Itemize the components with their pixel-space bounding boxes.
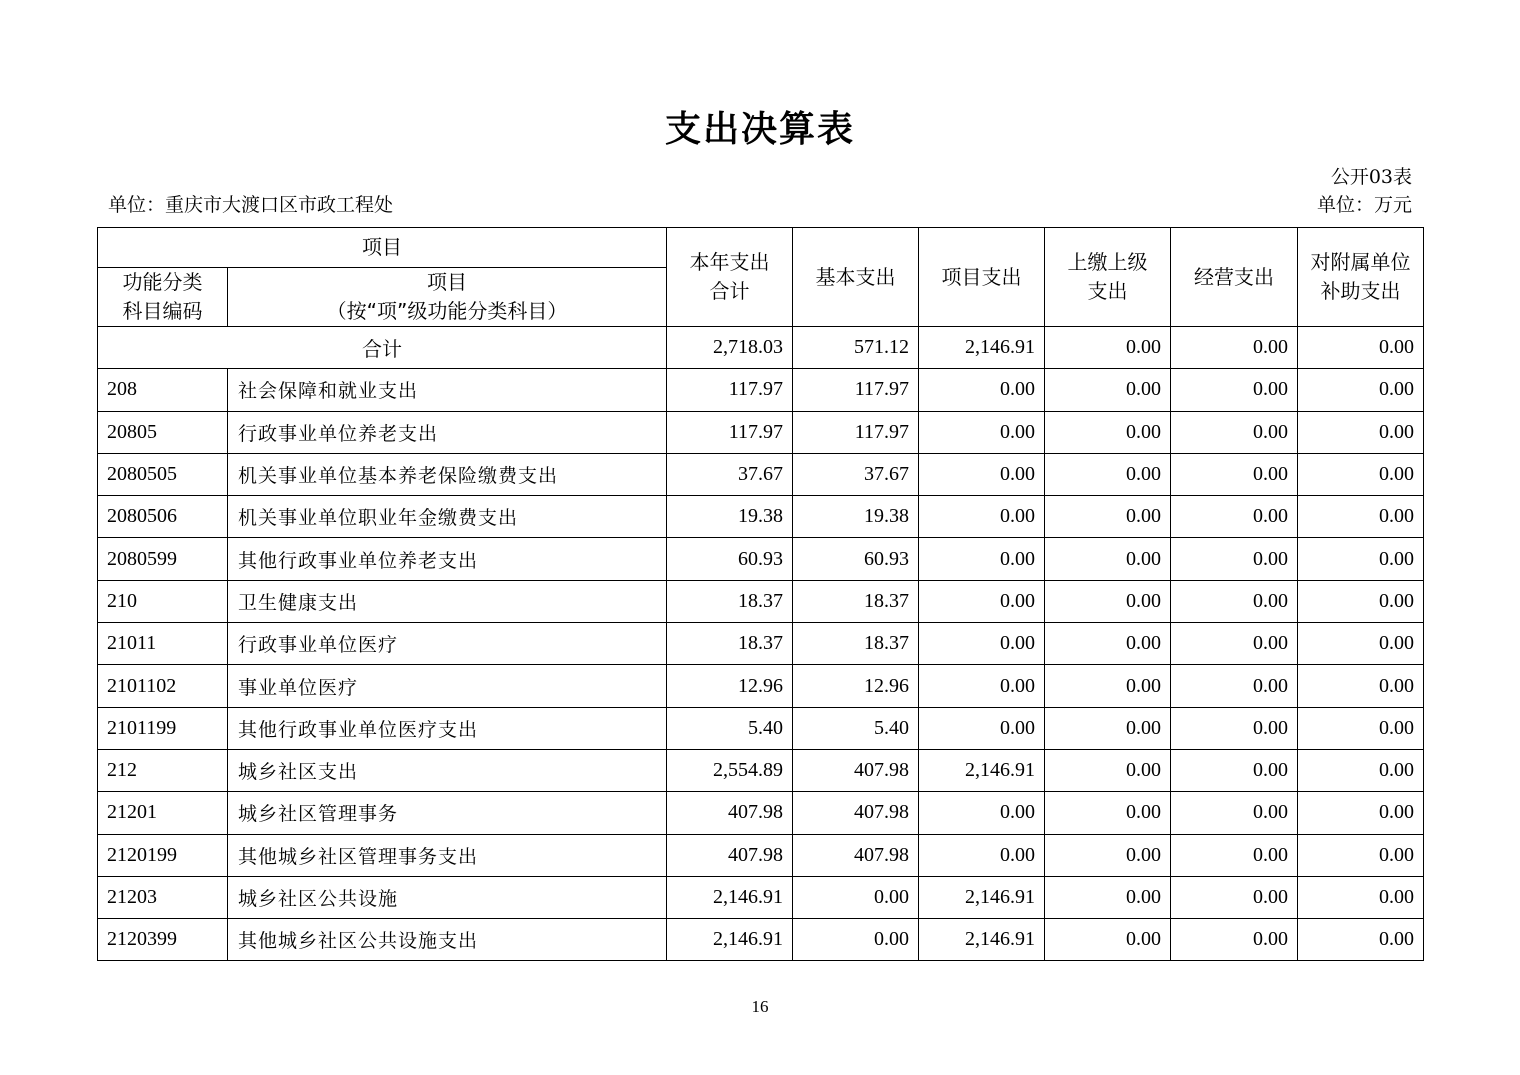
row-basic: 0.00 bbox=[793, 876, 919, 918]
table-code: 公开03表 bbox=[1330, 166, 1412, 188]
row-name: 行政事业单位养老支出 bbox=[228, 411, 667, 453]
header-func-code-line2: 科目编码 bbox=[122, 299, 203, 323]
row-name: 事业单位医疗 bbox=[228, 665, 667, 707]
row-basic: 18.37 bbox=[793, 580, 919, 622]
row-code: 210 bbox=[98, 580, 228, 622]
row-code: 2101199 bbox=[98, 707, 228, 749]
row-basic: 18.37 bbox=[793, 623, 919, 665]
header-item-line2: （按“项”级功能分类科目） bbox=[326, 299, 568, 323]
row-project: 0.00 bbox=[919, 538, 1045, 580]
row-upper: 0.00 bbox=[1045, 623, 1171, 665]
row-total: 18.37 bbox=[667, 580, 793, 622]
header-total-line1: 本年支出 bbox=[689, 250, 770, 274]
row-project: 0.00 bbox=[919, 665, 1045, 707]
row-basic: 60.93 bbox=[793, 538, 919, 580]
row-subsidy: 0.00 bbox=[1298, 749, 1424, 791]
table-row bbox=[98, 623, 1424, 665]
row-total: 12.96 bbox=[667, 665, 793, 707]
row-basic: 12.96 bbox=[793, 665, 919, 707]
header-func-code-line1: 功能分类 bbox=[122, 270, 203, 294]
row-code: 208 bbox=[98, 369, 228, 411]
row-basic: 117.97 bbox=[793, 369, 919, 411]
row-name: 社会保障和就业支出 bbox=[228, 369, 667, 411]
row-name: 其他行政事业单位养老支出 bbox=[228, 538, 667, 580]
header-upper-line1: 上缴上级 bbox=[1067, 250, 1148, 274]
row-project: 0.00 bbox=[919, 496, 1045, 538]
row-subsidy: 0.00 bbox=[1298, 919, 1424, 961]
row-total: 19.38 bbox=[667, 496, 793, 538]
row-code: 2120399 bbox=[98, 919, 228, 961]
row-upper: 0.00 bbox=[1045, 749, 1171, 791]
row-business: 0.00 bbox=[1171, 749, 1298, 791]
expenditure-table bbox=[97, 227, 1424, 961]
total-label: 合计 bbox=[98, 327, 667, 369]
row-project: 0.00 bbox=[919, 411, 1045, 453]
row-business: 0.00 bbox=[1171, 538, 1298, 580]
row-upper: 0.00 bbox=[1045, 453, 1171, 495]
header-subsidy-line1: 对附属单位 bbox=[1310, 250, 1411, 274]
row-upper: 0.00 bbox=[1045, 792, 1171, 834]
unit-currency: 单位：万元 bbox=[1316, 194, 1412, 216]
header-project-expense: 项目支出 bbox=[919, 228, 1045, 327]
row-basic: 117.97 bbox=[793, 411, 919, 453]
total-project: 2,146.91 bbox=[919, 327, 1045, 369]
row-basic: 407.98 bbox=[793, 749, 919, 791]
row-upper: 0.00 bbox=[1045, 876, 1171, 918]
row-code: 2080599 bbox=[98, 538, 228, 580]
row-basic: 407.98 bbox=[793, 792, 919, 834]
header-upper bbox=[1045, 228, 1171, 327]
table-row bbox=[98, 538, 1424, 580]
row-total: 37.67 bbox=[667, 453, 793, 495]
table-row bbox=[98, 707, 1424, 749]
row-total: 5.40 bbox=[667, 707, 793, 749]
row-subsidy: 0.00 bbox=[1298, 496, 1424, 538]
row-business: 0.00 bbox=[1171, 496, 1298, 538]
row-code: 21201 bbox=[98, 792, 228, 834]
row-name: 城乡社区支出 bbox=[228, 749, 667, 791]
row-subsidy: 0.00 bbox=[1298, 707, 1424, 749]
row-code: 2120199 bbox=[98, 834, 228, 876]
row-total: 117.97 bbox=[667, 411, 793, 453]
header-row-top bbox=[98, 228, 1424, 268]
row-code: 21203 bbox=[98, 876, 228, 918]
table-row bbox=[98, 792, 1424, 834]
row-project: 2,146.91 bbox=[919, 749, 1045, 791]
row-total: 407.98 bbox=[667, 792, 793, 834]
row-upper: 0.00 bbox=[1045, 411, 1171, 453]
header-item bbox=[228, 268, 667, 327]
row-business: 0.00 bbox=[1171, 919, 1298, 961]
total-total: 2,718.03 bbox=[667, 327, 793, 369]
total-business: 0.00 bbox=[1171, 327, 1298, 369]
row-name: 机关事业单位基本养老保险缴费支出 bbox=[228, 453, 667, 495]
row-project: 0.00 bbox=[919, 369, 1045, 411]
table-row bbox=[98, 834, 1424, 876]
row-subsidy: 0.00 bbox=[1298, 538, 1424, 580]
table-row bbox=[98, 369, 1424, 411]
row-project: 0.00 bbox=[919, 453, 1045, 495]
row-business: 0.00 bbox=[1171, 665, 1298, 707]
row-upper: 0.00 bbox=[1045, 707, 1171, 749]
total-row bbox=[98, 327, 1424, 369]
table-row bbox=[98, 919, 1424, 961]
table-row bbox=[98, 453, 1424, 495]
header-business: 经营支出 bbox=[1171, 228, 1298, 327]
table-row bbox=[98, 580, 1424, 622]
row-subsidy: 0.00 bbox=[1298, 369, 1424, 411]
total-upper: 0.00 bbox=[1045, 327, 1171, 369]
row-basic: 407.98 bbox=[793, 834, 919, 876]
row-basic: 37.67 bbox=[793, 453, 919, 495]
row-code: 2101102 bbox=[98, 665, 228, 707]
table-row bbox=[98, 665, 1424, 707]
header-upper-line2: 支出 bbox=[1087, 279, 1128, 303]
row-upper: 0.00 bbox=[1045, 834, 1171, 876]
row-name: 城乡社区公共设施 bbox=[228, 876, 667, 918]
row-code: 20805 bbox=[98, 411, 228, 453]
row-subsidy: 0.00 bbox=[1298, 665, 1424, 707]
table-row bbox=[98, 749, 1424, 791]
row-total: 60.93 bbox=[667, 538, 793, 580]
row-total: 407.98 bbox=[667, 834, 793, 876]
row-project: 0.00 bbox=[919, 707, 1045, 749]
row-name: 其他城乡社区公共设施支出 bbox=[228, 919, 667, 961]
row-code: 212 bbox=[98, 749, 228, 791]
page-number: 16 bbox=[751, 997, 769, 1016]
row-business: 0.00 bbox=[1171, 876, 1298, 918]
row-name: 卫生健康支出 bbox=[228, 580, 667, 622]
row-business: 0.00 bbox=[1171, 580, 1298, 622]
table-row bbox=[98, 876, 1424, 918]
table-row bbox=[98, 496, 1424, 538]
row-subsidy: 0.00 bbox=[1298, 580, 1424, 622]
row-business: 0.00 bbox=[1171, 792, 1298, 834]
row-total: 2,554.89 bbox=[667, 749, 793, 791]
row-upper: 0.00 bbox=[1045, 919, 1171, 961]
row-total: 117.97 bbox=[667, 369, 793, 411]
row-name: 机关事业单位职业年金缴费支出 bbox=[228, 496, 667, 538]
header-subsidy-line2: 补助支出 bbox=[1320, 279, 1401, 303]
row-project: 0.00 bbox=[919, 792, 1045, 834]
header-func-code bbox=[98, 268, 228, 327]
row-subsidy: 0.00 bbox=[1298, 623, 1424, 665]
page-title: 支出决算表 bbox=[664, 109, 855, 150]
row-basic: 5.40 bbox=[793, 707, 919, 749]
row-upper: 0.00 bbox=[1045, 496, 1171, 538]
row-business: 0.00 bbox=[1171, 453, 1298, 495]
row-business: 0.00 bbox=[1171, 834, 1298, 876]
row-total: 2,146.91 bbox=[667, 919, 793, 961]
row-project: 2,146.91 bbox=[919, 919, 1045, 961]
header-item-line1: 项目 bbox=[427, 270, 467, 294]
row-business: 0.00 bbox=[1171, 369, 1298, 411]
row-name: 其他行政事业单位医疗支出 bbox=[228, 707, 667, 749]
row-total: 2,146.91 bbox=[667, 876, 793, 918]
table-row bbox=[98, 411, 1424, 453]
row-subsidy: 0.00 bbox=[1298, 453, 1424, 495]
row-total: 18.37 bbox=[667, 623, 793, 665]
row-name: 行政事业单位医疗 bbox=[228, 623, 667, 665]
row-subsidy: 0.00 bbox=[1298, 876, 1424, 918]
row-upper: 0.00 bbox=[1045, 580, 1171, 622]
row-name: 城乡社区管理事务 bbox=[228, 792, 667, 834]
row-subsidy: 0.00 bbox=[1298, 834, 1424, 876]
unit-organization: 单位：重庆市大渡口区市政工程处 bbox=[108, 194, 394, 216]
row-project: 0.00 bbox=[919, 580, 1045, 622]
row-code: 21011 bbox=[98, 623, 228, 665]
row-subsidy: 0.00 bbox=[1298, 411, 1424, 453]
row-project: 0.00 bbox=[919, 623, 1045, 665]
row-upper: 0.00 bbox=[1045, 369, 1171, 411]
row-basic: 0.00 bbox=[793, 919, 919, 961]
header-total bbox=[667, 228, 793, 327]
row-project: 0.00 bbox=[919, 834, 1045, 876]
row-project: 2,146.91 bbox=[919, 876, 1045, 918]
total-basic: 571.12 bbox=[793, 327, 919, 369]
total-subsidy: 0.00 bbox=[1298, 327, 1424, 369]
row-upper: 0.00 bbox=[1045, 538, 1171, 580]
header-subsidy bbox=[1298, 228, 1424, 327]
row-subsidy: 0.00 bbox=[1298, 792, 1424, 834]
header-total-line2: 合计 bbox=[709, 279, 750, 303]
header-project: 项目 bbox=[98, 228, 667, 268]
row-business: 0.00 bbox=[1171, 707, 1298, 749]
row-business: 0.00 bbox=[1171, 411, 1298, 453]
row-basic: 19.38 bbox=[793, 496, 919, 538]
row-name: 其他城乡社区管理事务支出 bbox=[228, 834, 667, 876]
row-code: 2080505 bbox=[98, 453, 228, 495]
row-code: 2080506 bbox=[98, 496, 228, 538]
row-upper: 0.00 bbox=[1045, 665, 1171, 707]
header-basic: 基本支出 bbox=[793, 228, 919, 327]
row-business: 0.00 bbox=[1171, 623, 1298, 665]
